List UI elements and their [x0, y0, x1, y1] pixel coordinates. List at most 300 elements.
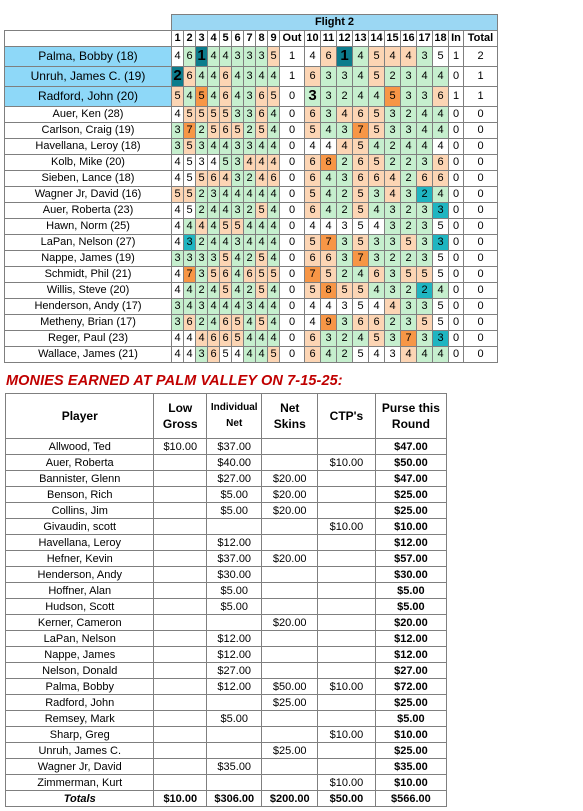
hole-score: 3 — [433, 330, 449, 346]
monies-player: Nappe, James — [6, 647, 154, 663]
hole-header: 9 — [268, 30, 280, 46]
hole-score: 3 — [172, 138, 184, 154]
hole-score: 4 — [268, 314, 280, 330]
hole-score: 4 — [321, 202, 337, 218]
hole-score: 6 — [417, 170, 433, 186]
hole-score: 5 — [220, 106, 232, 122]
out-points: 0 — [280, 282, 305, 298]
out-points: 0 — [280, 106, 305, 122]
hole-score: 6 — [256, 86, 268, 106]
hole-score: 6 — [305, 202, 321, 218]
hole-score: 4 — [321, 298, 337, 314]
hole-header: 6 — [232, 30, 244, 46]
hole-score: 6 — [305, 170, 321, 186]
monies-purse: $5.00 — [375, 583, 446, 599]
monies-ctp — [318, 567, 376, 583]
monies-ind-net: $12.00 — [207, 679, 262, 695]
player-score-row — [5, 86, 498, 106]
hole-score: 4 — [208, 154, 220, 170]
hole-score: 6 — [184, 46, 196, 66]
hole-score: 4 — [417, 66, 433, 86]
hole-score: 4 — [321, 186, 337, 202]
hole-score: 2 — [401, 250, 417, 266]
monies-row — [6, 599, 447, 615]
player-name: Havellana, Leroy (18) — [5, 138, 172, 154]
totals-low-gross: $10.00 — [154, 791, 207, 807]
out-points: 0 — [280, 314, 305, 330]
hole-score: 3 — [337, 66, 353, 86]
flight-scorecard-table — [4, 14, 498, 363]
monies-ind-net: $30.00 — [207, 567, 262, 583]
hole-score: 5 — [385, 86, 401, 106]
hole-score: 2 — [385, 314, 401, 330]
hole-score: 4 — [196, 218, 208, 234]
monies-purse: $10.00 — [375, 519, 446, 535]
monies-ctp — [318, 711, 376, 727]
in-points: 0 — [449, 170, 464, 186]
hole-score: 4 — [172, 46, 184, 66]
hole-score: 2 — [401, 170, 417, 186]
hole-score: 3 — [417, 330, 433, 346]
monies-ind-net: $5.00 — [207, 599, 262, 615]
hole-score: 3 — [417, 86, 433, 106]
col-individual-net: Individual Net — [207, 394, 262, 439]
monies-skins — [262, 647, 318, 663]
hole-score: 4 — [369, 138, 385, 154]
monies-purse: $50.00 — [375, 455, 446, 471]
hole-score: 3 — [385, 106, 401, 122]
monies-purse: $25.00 — [375, 743, 446, 759]
hole-score: 5 — [353, 298, 369, 314]
monies-player: Hoffner, Alan — [6, 583, 154, 599]
hole-score: 4 — [256, 330, 268, 346]
hole-score: 3 — [385, 234, 401, 250]
monies-totals-row — [6, 791, 447, 807]
player-score-row — [5, 282, 498, 298]
hole-score: 4 — [244, 186, 256, 202]
hole-score: 4 — [256, 218, 268, 234]
hole-score: 3 — [244, 46, 256, 66]
hole-score: 5 — [232, 330, 244, 346]
hole-score: 4 — [268, 154, 280, 170]
hole-score: 2 — [337, 346, 353, 362]
hole-score: 3 — [232, 138, 244, 154]
hole-score: 5 — [268, 266, 280, 282]
monies-ind-net: $27.00 — [207, 663, 262, 679]
monies-low-gross — [154, 567, 207, 583]
monies-ctp — [318, 439, 376, 455]
hole-score: 3 — [244, 138, 256, 154]
out-points: 0 — [280, 86, 305, 106]
hole-score: 3 — [172, 314, 184, 330]
monies-player: Bannister, Glenn — [6, 471, 154, 487]
monies-ctp — [318, 487, 376, 503]
hole-score: 4 — [172, 170, 184, 186]
total-points: 0 — [464, 202, 498, 218]
monies-row — [6, 775, 447, 791]
hole-score: 4 — [256, 186, 268, 202]
hole-score: 4 — [220, 202, 232, 218]
player-name: Sieben, Lance (18) — [5, 170, 172, 186]
hole-score: 5 — [369, 66, 385, 86]
hole-header: 17 — [418, 32, 431, 44]
hole-score: 4 — [256, 170, 268, 186]
player-score-row — [5, 186, 498, 202]
hole-score: 4 — [433, 186, 449, 202]
hole-score: 1 — [337, 46, 353, 66]
hole-score: 3 — [385, 202, 401, 218]
hole-score: 2 — [337, 266, 353, 282]
hole-score: 4 — [321, 346, 337, 362]
hole-score: 5 — [369, 330, 385, 346]
hole-score: 6 — [220, 314, 232, 330]
player-name: Reger, Paul (23) — [5, 330, 172, 346]
in-points: 0 — [449, 186, 464, 202]
player-score-row — [5, 330, 498, 346]
monies-row — [6, 727, 447, 743]
total-points: 1 — [464, 86, 498, 106]
in-points: 0 — [449, 106, 464, 122]
hole-score: 4 — [220, 170, 232, 186]
player-score-row — [5, 234, 498, 250]
monies-purse: $10.00 — [375, 775, 446, 791]
hole-score: 5 — [172, 86, 184, 106]
out-points: 0 — [280, 330, 305, 346]
col-purse: Purse this Round — [375, 394, 446, 439]
hole-score: 4 — [232, 66, 244, 86]
monies-row — [6, 743, 447, 759]
hole-score: 4 — [321, 218, 337, 234]
monies-row — [6, 679, 447, 695]
hole-score: 3 — [417, 202, 433, 218]
hole-header: 15 — [386, 32, 399, 44]
totals-ind-net: $306.00 — [207, 791, 262, 807]
monies-purse: $12.00 — [375, 647, 446, 663]
flight-header-row — [5, 30, 498, 46]
out-points: 0 — [280, 250, 305, 266]
hole-score: 4 — [385, 46, 401, 66]
hole-score: 3 — [337, 234, 353, 250]
hole-score: 4 — [220, 234, 232, 250]
monies-ind-net — [207, 519, 262, 535]
monies-purse: $47.00 — [375, 439, 446, 455]
hole-score: 3 — [401, 314, 417, 330]
hole-score: 3 — [196, 250, 208, 266]
monies-purse: $5.00 — [375, 599, 446, 615]
hole-score: 5 — [172, 186, 184, 202]
hole-score: 5 — [256, 314, 268, 330]
hole-score: 4 — [321, 122, 337, 138]
monies-purse: $57.00 — [375, 551, 446, 567]
monies-player: Collins, Jim — [6, 503, 154, 519]
total-points: 0 — [464, 266, 498, 282]
monies-ctp — [318, 759, 376, 775]
player-name: Nappe, James (19) — [5, 250, 172, 266]
hole-score: 6 — [369, 170, 385, 186]
hole-score: 6 — [321, 46, 337, 66]
hole-score: 5 — [196, 86, 208, 106]
hole-score: 4 — [385, 298, 401, 314]
hole-score: 7 — [184, 266, 196, 282]
hole-score: 7 — [401, 330, 417, 346]
hole-score: 5 — [232, 122, 244, 138]
player-name: Wagner Jr, David (16) — [5, 186, 172, 202]
hole-score: 3 — [417, 234, 433, 250]
hole-score: 4 — [417, 122, 433, 138]
in-points: 0 — [449, 138, 464, 154]
hole-score: 6 — [305, 154, 321, 170]
hole-score: 6 — [220, 330, 232, 346]
hole-score: 3 — [244, 66, 256, 86]
hole-header: 10 — [306, 32, 319, 44]
monies-ctp — [318, 503, 376, 519]
totals-label: Totals — [6, 791, 154, 807]
monies-low-gross — [154, 695, 207, 711]
hole-score: 3 — [305, 86, 321, 106]
monies-low-gross — [154, 455, 207, 471]
hole-score: 5 — [232, 218, 244, 234]
hole-score: 5 — [305, 234, 321, 250]
monies-ind-net: $12.00 — [207, 535, 262, 551]
player-score-row — [5, 46, 498, 66]
player-name: Unruh, James C. (19) — [5, 66, 172, 86]
hole-score: 3 — [385, 346, 401, 362]
monies-skins — [262, 775, 318, 791]
monies-ind-net: $5.00 — [207, 487, 262, 503]
monies-skins: $20.00 — [262, 615, 318, 631]
monies-ind-net: $12.00 — [207, 647, 262, 663]
hole-score: 5 — [353, 234, 369, 250]
monies-purse: $12.00 — [375, 535, 446, 551]
hole-score: 4 — [220, 138, 232, 154]
hole-score: 4 — [208, 218, 220, 234]
hole-score: 4 — [208, 138, 220, 154]
monies-row — [6, 759, 447, 775]
monies-row — [6, 439, 447, 455]
out-points: 0 — [280, 202, 305, 218]
hole-score: 4 — [305, 314, 321, 330]
hole-score: 9 — [321, 314, 337, 330]
hole-score: 5 — [268, 346, 280, 362]
hole-score: 3 — [232, 234, 244, 250]
hole-score: 4 — [433, 106, 449, 122]
hole-score: 6 — [220, 86, 232, 106]
hole-score: 3 — [184, 250, 196, 266]
hole-header: 11 — [321, 30, 337, 46]
player-score-row — [5, 266, 498, 282]
monies-ind-net: $5.00 — [207, 711, 262, 727]
hole-score: 3 — [369, 186, 385, 202]
hole-score: 3 — [401, 86, 417, 106]
hole-score: 4 — [305, 218, 321, 234]
col-net-skins: Net Skins — [262, 394, 318, 439]
hole-score: 5 — [433, 46, 449, 66]
monies-low-gross — [154, 727, 207, 743]
monies-low-gross — [154, 535, 207, 551]
hole-score: 4 — [417, 106, 433, 122]
hole-score: 4 — [172, 346, 184, 362]
hole-header: 1 — [172, 30, 184, 46]
monies-low-gross — [154, 519, 207, 535]
hole-score: 3 — [337, 250, 353, 266]
total-points: 0 — [464, 218, 498, 234]
hole-score: 5 — [220, 154, 232, 170]
monies-skins — [262, 711, 318, 727]
player-name: Henderson, Andy (17) — [5, 298, 172, 314]
hole-score: 4 — [401, 46, 417, 66]
monies-skins — [262, 599, 318, 615]
monies-purse: $27.00 — [375, 663, 446, 679]
total-points: 0 — [464, 282, 498, 298]
hole-score: 4 — [353, 86, 369, 106]
monies-player: Kerner, Cameron — [6, 615, 154, 631]
hole-score: 3 — [385, 282, 401, 298]
in-points: 0 — [449, 250, 464, 266]
hole-score: 4 — [184, 86, 196, 106]
player-score-row — [5, 314, 498, 330]
hole-score: 2 — [244, 202, 256, 218]
player-name: Auer, Roberta (23) — [5, 202, 172, 218]
hole-score: 4 — [268, 122, 280, 138]
hole-score: 4 — [220, 46, 232, 66]
hole-score: 3 — [232, 154, 244, 170]
hole-score: 6 — [256, 106, 268, 122]
monies-low-gross — [154, 679, 207, 695]
hole-header: 16 — [402, 32, 415, 44]
hole-score: 3 — [433, 202, 449, 218]
hole-score: 5 — [184, 186, 196, 202]
player-score-row — [5, 298, 498, 314]
hole-score: 8 — [321, 282, 337, 298]
monies-player: LaPan, Nelson — [6, 631, 154, 647]
monies-low-gross — [154, 583, 207, 599]
monies-skins: $20.00 — [262, 487, 318, 503]
hole-score: 5 — [256, 250, 268, 266]
hole-score: 4 — [353, 266, 369, 282]
hole-score: 5 — [256, 266, 268, 282]
hole-score: 5 — [417, 314, 433, 330]
total-points: 0 — [464, 170, 498, 186]
monies-row — [6, 695, 447, 711]
hole-score: 4 — [232, 266, 244, 282]
hole-score: 4 — [208, 66, 220, 86]
hole-score: 2 — [173, 67, 182, 84]
monies-skins — [262, 455, 318, 471]
hole-score: 4 — [184, 298, 196, 314]
player-name: Metheny, Brian (17) — [5, 314, 172, 330]
hole-score: 7 — [353, 122, 369, 138]
hole-score: 4 — [208, 234, 220, 250]
hole-score: 4 — [232, 346, 244, 362]
hole-score: 4 — [321, 138, 337, 154]
hole-score: 2 — [417, 186, 433, 202]
monies-player: Hefner, Kevin — [6, 551, 154, 567]
hole-score: 2 — [244, 170, 256, 186]
hole-score: 7 — [353, 250, 369, 266]
hole-score: 4 — [321, 170, 337, 186]
monies-row — [6, 631, 447, 647]
out-header: Out — [280, 30, 305, 46]
hole-score: 3 — [321, 86, 337, 106]
hole-score: 4 — [385, 170, 401, 186]
hole-score: 8 — [321, 154, 337, 170]
hole-score: 2 — [244, 250, 256, 266]
out-points: 0 — [280, 218, 305, 234]
in-points: 0 — [449, 314, 464, 330]
hole-score: 7 — [184, 122, 196, 138]
hole-score: 6 — [433, 154, 449, 170]
hole-header: 2 — [184, 30, 196, 46]
monies-player: Havellana, Leroy — [6, 535, 154, 551]
total-points: 0 — [464, 106, 498, 122]
player-name: Kolb, Mike (20) — [5, 154, 172, 170]
hole-score: 4 — [433, 138, 449, 154]
hole-score: 3 — [244, 298, 256, 314]
monies-purse: $12.00 — [375, 631, 446, 647]
hole-score: 2 — [196, 122, 208, 138]
monies-ctp — [318, 551, 376, 567]
monies-row — [6, 519, 447, 535]
monies-skins: $20.00 — [262, 503, 318, 519]
player-name: Willis, Steve (20) — [5, 282, 172, 298]
hole-score: 4 — [256, 138, 268, 154]
out-points: 0 — [280, 154, 305, 170]
player-name: Wallace, James (21) — [5, 346, 172, 362]
hole-score: 5 — [256, 122, 268, 138]
monies-player: Unruh, James C. — [6, 743, 154, 759]
hole-score: 3 — [244, 106, 256, 122]
hole-score: 4 — [220, 186, 232, 202]
monies-ctp: $10.00 — [318, 775, 376, 791]
monies-player: Palma, Bobby — [6, 679, 154, 695]
hole-score: 3 — [385, 330, 401, 346]
in-points: 0 — [449, 266, 464, 282]
total-points: 0 — [464, 314, 498, 330]
player-name: LaPan, Nelson (27) — [5, 234, 172, 250]
monies-purse: $35.00 — [375, 759, 446, 775]
hole-score: 7 — [305, 266, 321, 282]
hole-score: 4 — [433, 66, 449, 86]
hole-score: 4 — [184, 218, 196, 234]
hole-score: 4 — [244, 314, 256, 330]
hole-score: 5 — [220, 218, 232, 234]
monies-low-gross — [154, 615, 207, 631]
hole-score: 3 — [232, 202, 244, 218]
total-points: 0 — [464, 186, 498, 202]
hole-score: 3 — [385, 122, 401, 138]
monies-player: Remsey, Mark — [6, 711, 154, 727]
hole-score: 6 — [220, 122, 232, 138]
hole-score: 2 — [385, 154, 401, 170]
total-points: 0 — [464, 346, 498, 362]
monies-player: Hudson, Scott — [6, 599, 154, 615]
hole-score: 5 — [184, 106, 196, 122]
hole-score: 4 — [208, 282, 220, 298]
hole-score: 6 — [220, 266, 232, 282]
hole-score: 2 — [337, 154, 353, 170]
hole-score: 5 — [268, 86, 280, 106]
hole-score: 4 — [172, 266, 184, 282]
player-name: Auer, Ken (28) — [5, 106, 172, 122]
monies-player: Givaudin, scott — [6, 519, 154, 535]
player-score-row — [5, 138, 498, 154]
hole-score: 4 — [208, 314, 220, 330]
total-points: 0 — [464, 250, 498, 266]
monies-skins — [262, 663, 318, 679]
hole-score: 5 — [433, 298, 449, 314]
hole-score: 3 — [401, 66, 417, 86]
monies-purse: $10.00 — [375, 727, 446, 743]
